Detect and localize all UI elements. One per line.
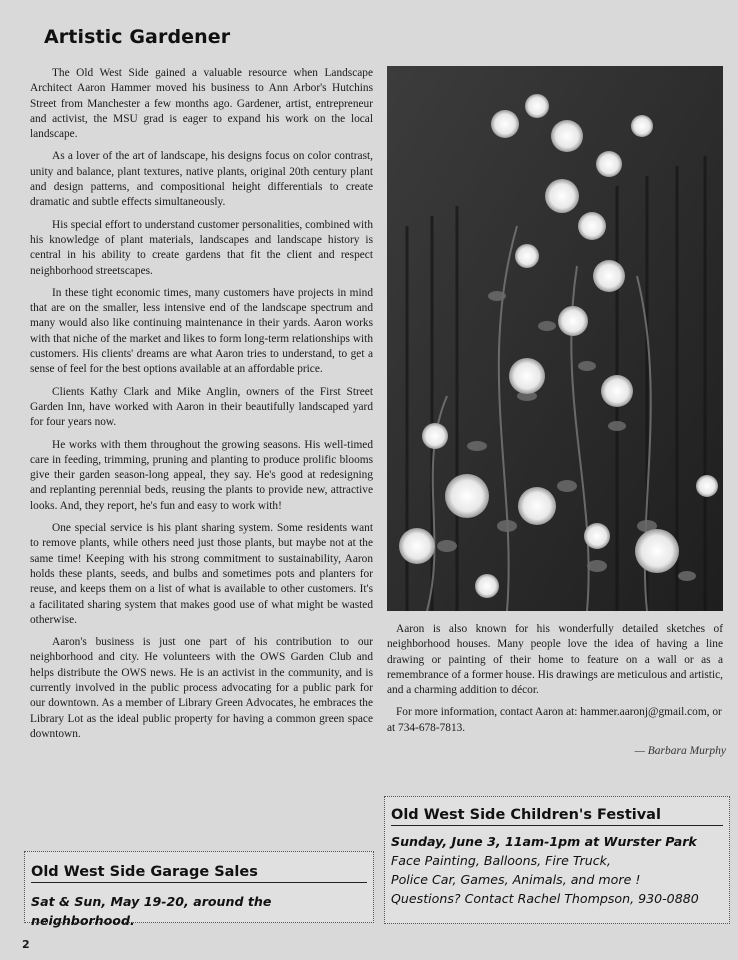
festival-activities-line: Police Car, Games, Animals, and more !	[391, 872, 641, 887]
rose-trellis-photo	[387, 66, 723, 611]
article-paragraph: As a lover of the art of landscape, his designs focus on color contrast, unity and balance, plant textures, native plants, original 20th century plant and design patterns, and compositional height differentials to create dramatic and subtle effects simultaneously.	[30, 150, 373, 209]
article-body-left	[30, 66, 373, 749]
festival-date-line: Sunday, June 3, 11am-1pm at Wurster Park	[391, 834, 697, 849]
article-paragraph: Clients Kathy Clark and Mike Anglin, owners of the First Street Garden Inn, have worked with Aaron in their beautifully landscaped yard for four years now.	[30, 385, 373, 429]
article-paragraph: His special effort to understand customer personalities, combined with his knowledge of plant materials, landscapes and landscape history is central in his ability to create gardens that fit the client and respect neighborhood streetscapes.	[30, 218, 373, 277]
garage-sales-title: Old West Side Garage Sales	[31, 864, 367, 883]
garage-sales-date-line: Sat & Sun, May 19-20, around the neighborhood.	[31, 894, 272, 928]
festival-contact-line: Questions? Contact Rachel Thompson, 930-0880	[391, 891, 699, 906]
festival-title: Old West Side Children's Festival	[391, 807, 723, 826]
childrens-festival-box	[384, 796, 730, 924]
article-paragraph: Aaron's business is just one part of his contribution to our neighborhood and city. He volunteers with the OWS Garden Club and helps distribute the OWS news. He is an activist in the community, and is currently involved in the public process advocating for a public park for our downtown. As a member of Library Green Advocates, he embraces the Library Lot as the ideal public property for having a common green space downtown.	[30, 636, 373, 740]
article-paragraph: Aaron is also known for his wonderfully detailed sketches of neighborhood houses. Many people love the idea of having a line drawing or painting of their home to feature on a wall or as a remembrance of a former house. His drawings are meticulous and artistic, and a charming addition to décor.	[387, 623, 723, 697]
garage-sales-box	[24, 851, 374, 928]
article-paragraph: One special service is his plant sharing system. Some residents want to remove plants, while others need just those plants, but maybe not at the same time! Keeping with his strong commitment to sustainability, Aaron holds these plants, seeds, and bulbs and sometimes pots and planters for reuse, and keeps them on a list of what is available to other customers. It's a facilitated sharing system that makes good use of what might be wasted otherwise.	[30, 522, 373, 626]
article-paragraph: The Old West Side gained a valuable resource when Landscape Architect Aaron Hammer moved his business to Ann Arbor's Hutchins Street from Manchester a few months ago. Gardener, artist, entrepreneur and activist, the MSU grad is eager to expand his work on the local landscape.	[30, 67, 373, 141]
article-body-right	[387, 622, 723, 743]
article-title: Artistic Gardener	[44, 26, 231, 48]
author-byline: — Barbara Murphy	[634, 745, 726, 757]
festival-activities-line: Face Painting, Balloons, Fire Truck,	[391, 853, 611, 868]
article-paragraph: He works with them throughout the growing seasons. His well-timed care in feeding, trimming, pruning and planting to produce prolific blooms give their garden season-long appeal, they say. He's good at redesigning and replanting perennial beds, reusing the plants to provide new, attractive looks. And, they report, he's fun and easy to work with!	[30, 438, 373, 512]
contact-paragraph: For more information, contact Aaron at: hammer.aaronj@gmail.com, or at 734-678-7813.	[387, 706, 722, 734]
photo-illustration	[387, 66, 723, 611]
article-paragraph: In these tight economic times, many customers have projects in mind that are on the smaller, less intensive end of the landscape spectrum and many would also like continuing maintenance in their yards. Aaron works with that niche of the market and likes to form long-term relationships with customers. His clients' dreams are what Aaron tries to understand, to get a sense of feel for the best options available at an affordable price.	[30, 286, 373, 376]
page-number: 2	[22, 938, 30, 951]
